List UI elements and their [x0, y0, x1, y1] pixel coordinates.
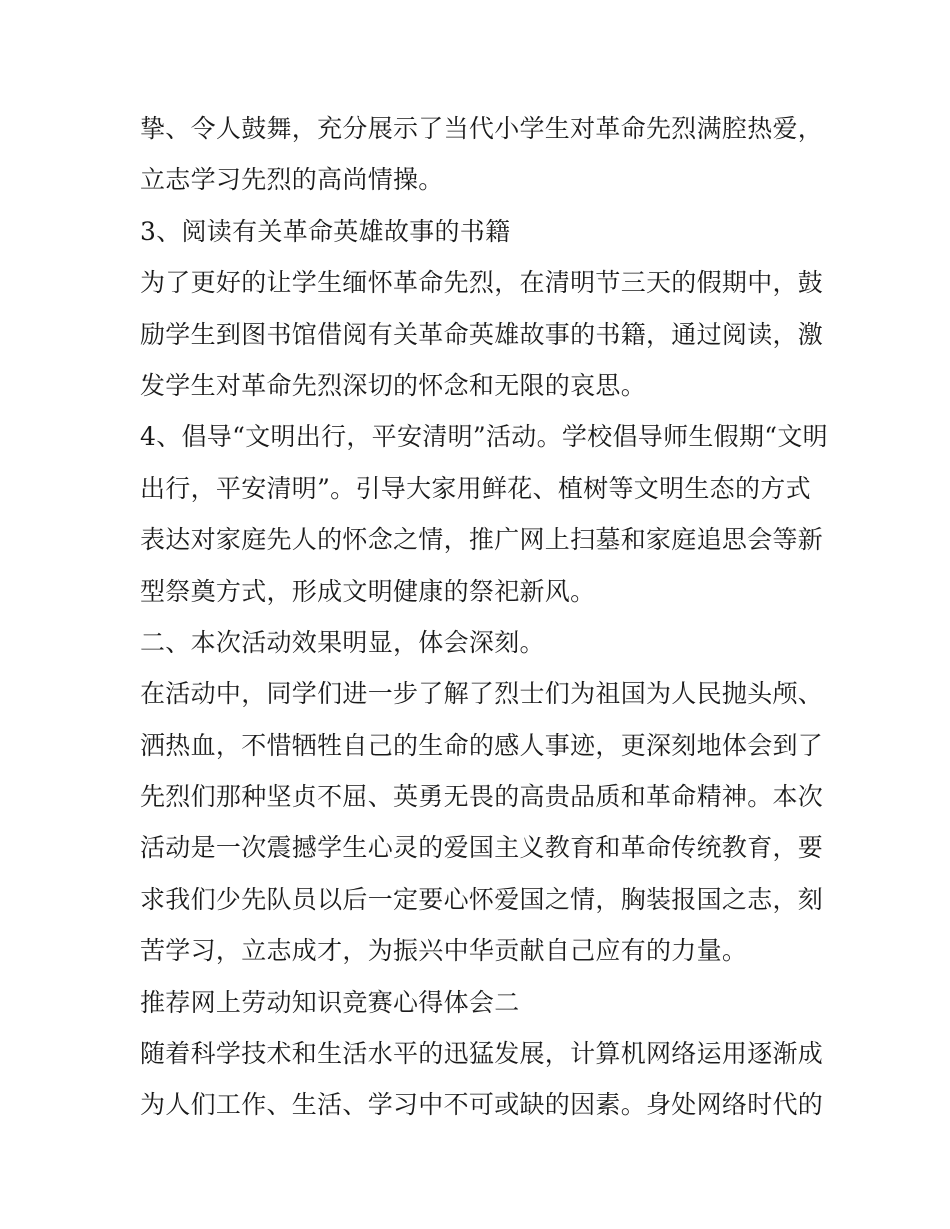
- article-title: 推荐网上劳动知识竞赛心得体会二: [140, 987, 520, 1017]
- text-line: 发学生对革命先烈深切的怀念和无限的哀思。: [140, 370, 647, 400]
- text-line: 活动是一次震撼学生心灵的爱国主义教育和革命传统教育，要: [140, 833, 824, 863]
- text-line: 为人们工作、生活、学习中不可或缺的因素。身处网络时代的: [140, 1090, 824, 1120]
- text-line: 先烈们那种坚贞不屈、英勇无畏的高贵品质和革命精神。本次: [140, 782, 824, 812]
- section-heading: 3、阅读有关革命英雄故事的书籍: [140, 216, 511, 246]
- text-line: 求我们少先队员以后一定要心怀爱国之情，胸装报国之志，刻: [140, 884, 824, 914]
- document-body: [140, 103, 828, 1131]
- text-line: 型祭奠方式，形成文明健康的祭祀新风。: [140, 576, 596, 606]
- text-line: 励学生到图书馆借阅有关革命英雄故事的书籍，通过阅读，激: [140, 319, 824, 349]
- text-line: 在活动中，同学们进一步了解了烈士们为祖国为人民抛头颅、: [140, 679, 824, 709]
- text-line: 4、倡导“文明出行，平安清明”活动。学校倡导师生假期“文明: [140, 422, 828, 452]
- section-heading: 二、本次活动效果明显，体会深刻。: [140, 627, 545, 657]
- text-line: 苦学习，立志成才，为振兴中华贡献自己应有的力量。: [140, 936, 748, 966]
- text-line: 随着科学技术和生活水平的迅猛发展，计算机网络运用逐渐成: [140, 1039, 824, 1069]
- text-line: 出行，平安清明”。引导大家用鲜花、植树等文明生态的方式: [140, 473, 811, 503]
- text-line: 洒热血，不惜牺牲自己的生命的感人事迹，更深刻地体会到了: [140, 730, 824, 760]
- text-line: 挚、令人鼓舞，充分展示了当代小学生对革命先烈满腔热爱，: [140, 114, 824, 143]
- text-line: 表达对家庭先人的怀念之情，推广网上扫墓和家庭追思会等新: [140, 525, 824, 555]
- text-line: 立志学习先烈的高尚情操。: [140, 165, 444, 195]
- text-line: 为了更好的让学生缅怀革命先烈，在清明节三天的假期中，鼓: [140, 268, 824, 298]
